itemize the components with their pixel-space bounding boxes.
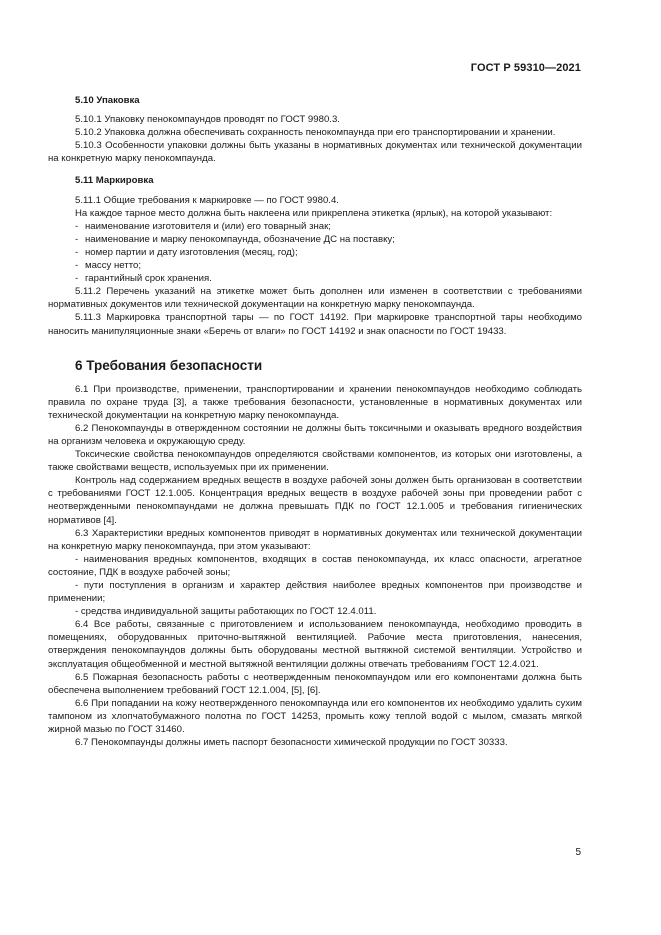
section-5-10-heading: 5.10 Упаковка: [75, 95, 140, 106]
list-item: - пути поступления в организм и характер действия наиболее вредных компонентов при производстве и применении;: [48, 580, 582, 605]
list-item: - наименование изготовителя и (или) его товарный знак;: [75, 220, 331, 232]
paragraph-5-11-3: 5.11.3 Маркировка транспортной тары — по ГОСТ 14192. При маркировке транспортной тары необходимо наносить манипуляционные знаки «Беречь от влаги» по ГОСТ 14192 и знак опасности по ГОСТ 19433.: [48, 312, 582, 337]
list-item: - средства индивидуальной защиты работающих по ГОСТ 12.4.011.: [75, 606, 377, 618]
list-item: - номер партии и дату изготовления (месяц, год);: [75, 246, 298, 258]
list-item: - наименование и марку пенокомпаунда, обозначение ДС на поставку;: [75, 233, 395, 245]
paragraph-6-2: 6.2 Пенокомпаунды в отвержденном состоянии не должны быть токсичными и оказывать вредного воздействия на организм человека и окружающую среду.: [48, 422, 582, 447]
paragraph-5-11-1: 5.11.1 Общие требования к маркировке — по ГОСТ 9980.4.: [75, 194, 339, 206]
section-6-heading: 6 Требования безопасности: [75, 357, 263, 373]
document-code-header: ГОСТ Р 59310—2021: [470, 62, 581, 74]
paragraph-5-11-label-intro: На каждое тарное место должна быть наклеена или прикреплена этикетка (ярлык), на которой указывают:: [75, 207, 553, 219]
paragraph-6-6: 6.6 При попадании на кожу неотвержденного пенокомпаунда или его компонентов их необходимо удалить сухим тампоном из хлопчатобумажного полотна по ГОСТ 14253, промыть кожу теплой водой с мылом, смазать мягкой жирной мазью по ГОСТ 31460.: [48, 697, 582, 736]
paragraph-5-10-2: 5.10.2 Упаковка должна обеспечивать сохранность пенокомпаунда при его транспортировании и хранении.: [75, 127, 556, 139]
list-item: - массу нетто;: [75, 260, 141, 272]
paragraph-5-11-2: 5.11.2 Перечень указаний на этикетке может быть дополнен или изменен в соответствии с требованиями нормативных документов или технической документации на конкретную марку пенокомпаунда.: [48, 286, 582, 311]
paragraph-6-4: 6.4 Все работы, связанные с приготовлением и использованием пенокомпаунда, необходимо проводить в помещениях, оборудованных приточно-вытяжной вентиляцией. Рабочие места приготовления, нанесения, отверждения пенокомпаундов должны быть оборудованы местной вытяжной системой вентиляции. Устройство и эксплуатация общеобменной и местной вытяжной вентиляции должны отвечать требованиям ГОСТ 12.4.021.: [48, 619, 582, 670]
paragraph-6-2-control: Контроль над содержанием вредных веществ в воздухе рабочей зоны должен быть организован в соответствии с требованиями ГОСТ 12.1.005. Концентрация вредных веществ в воздухе рабочей зоны при проведении работ с неотвержденными пенокомпаундами не должна превышать ПДК по ГОСТ 12.1.005 и требования гигиенических нормативов [4].: [48, 475, 582, 526]
label-contents-list: [48, 220, 582, 285]
paragraph-5-10-3: 5.10.3 Особенности упаковки должны быть указаны в нормативных документах или технической документации на конкретную марку пенокомпаунда.: [48, 140, 582, 165]
list-item: - наименования вредных компонентов, входящих в состав пенокомпаунда, их класс опасности, агрегатное состояние, ПДК в воздухе рабочей зоны;: [48, 553, 582, 578]
list-item: - гарантийный срок хранения.: [75, 273, 212, 285]
page-body: [48, 94, 582, 749]
paragraph-5-10-1: 5.10.1 Упаковку пенокомпаундов проводят по ГОСТ 9980.3.: [75, 114, 340, 126]
paragraph-6-5: 6.5 Пожарная безопасность работы с неотвержденным пенокомпаундом или его компонентами должна быть обеспечена выполнением требований ГОСТ 12.1.004, [5], [6].: [48, 671, 582, 696]
paragraph-6-3: 6.3 Характеристики вредных компонентов приводят в нормативных документах или технической документации на конкретную марку пенокомпаунда, при этом указывают:: [48, 527, 582, 552]
section-5-11-heading: 5.11 Маркировка: [75, 175, 154, 187]
paragraph-6-2-toxic: Токсические свойства пенокомпаундов определяются свойствами компонентов, из которых они изготовлены, а также свойствами веществ, используемых при их применении.: [48, 449, 582, 474]
paragraph-6-1: 6.1 При производстве, применении, транспортировании и хранении пенокомпаундов необходимо соблюдать правила по охране труда [3], а также требования безопасности, установленные в нормативных документах или технической документации на конкретную марку пенокомпаунда.: [48, 383, 582, 421]
page-number: 5: [575, 847, 581, 858]
paragraph-6-7: 6.7 Пенокомпаунды должны иметь паспорт безопасности химической продукции по ГОСТ 30333.: [75, 737, 508, 749]
